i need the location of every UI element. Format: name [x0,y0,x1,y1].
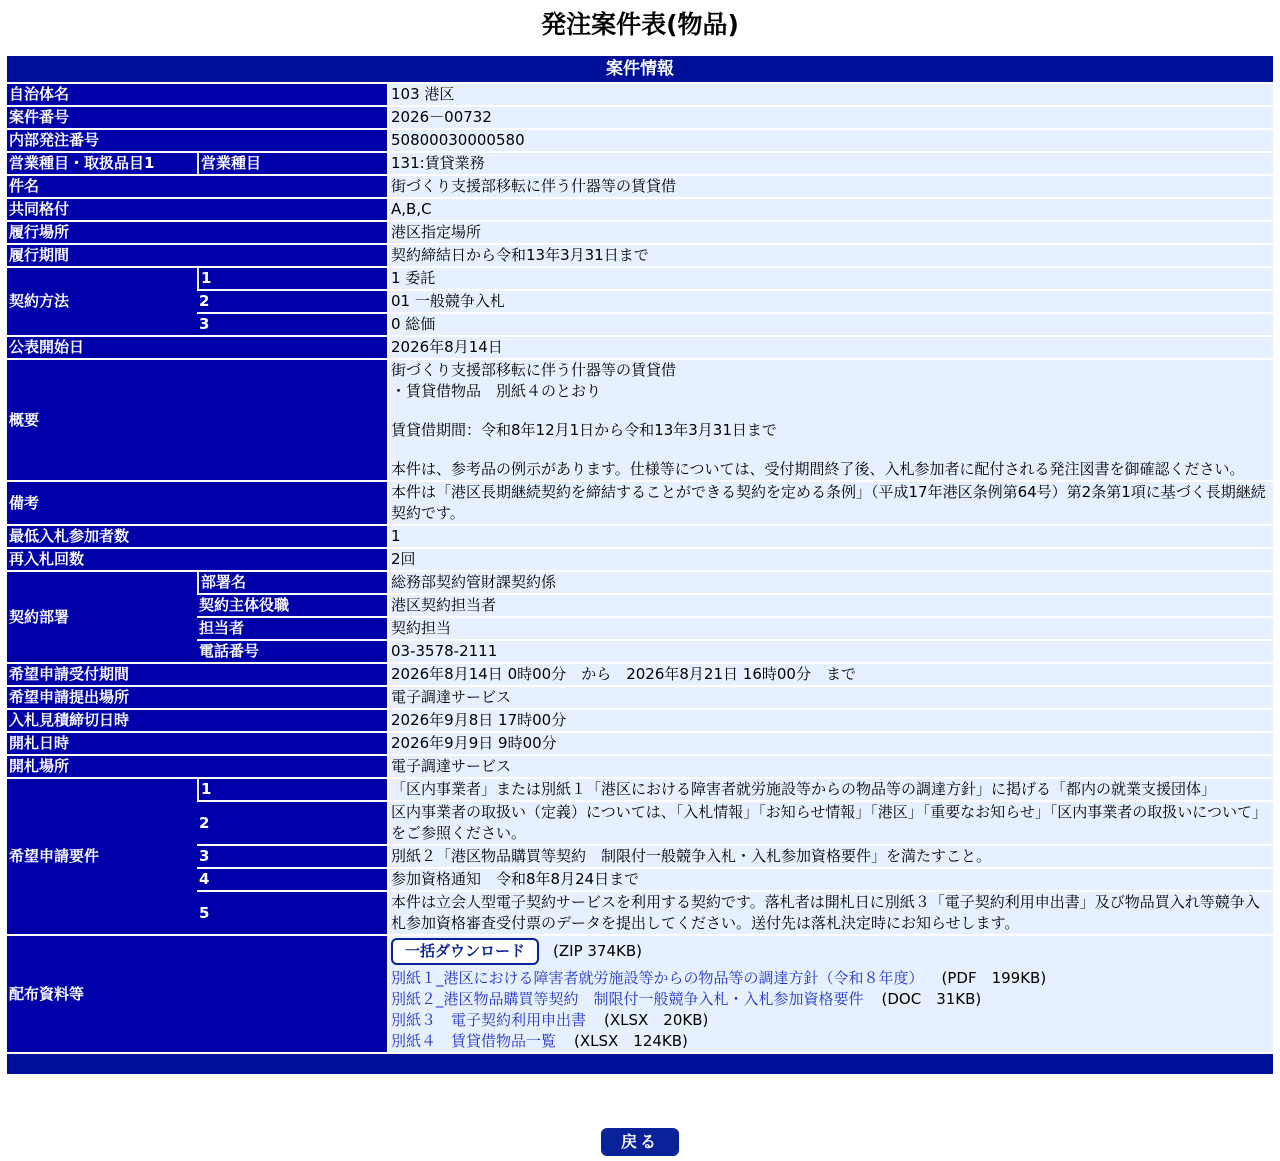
value-opening-datetime: 2026年9月9日 9時00分 [387,733,1273,754]
footer-bar [7,1054,1273,1074]
file-link[interactable]: 別紙１_港区における障害者就労施設等からの物品等の調達方針（令和８年度） [391,969,924,987]
requirement-value: 参加資格通知 令和8年8月24日まで [387,869,1273,890]
bulk-download-button[interactable]: 一括ダウンロード [391,938,539,965]
value-rebid: 2回 [387,549,1273,570]
overview-blank [391,402,1271,420]
label-remarks: 備考 [7,482,387,524]
value-case-number: 2026－00732 [387,107,1273,128]
row-rebid [7,549,1273,570]
row-opening-datetime [7,733,1273,754]
file-link[interactable]: 別紙４ 賃貸借物品一覧 [391,1032,557,1050]
label-internal-number: 内部発注番号 [7,130,387,151]
section-header: 案件情報 [7,56,1273,82]
file-meta: (XLSX 20KB) [604,1011,709,1029]
value-estimate-deadline: 2026年9月8日 17時00分 [387,710,1273,731]
label-joint: 共同格付 [7,199,387,220]
row-overview [7,360,1273,480]
row-materials [7,936,1273,1052]
file-meta: (DOC 31KB) [881,990,982,1008]
value-place: 港区指定場所 [387,222,1273,243]
overview-line: 本件は、参考品の例示があります。仕様等については、受付期間終了後、入札参加者に配付される発注図書を御確認ください。 [391,460,1245,478]
department-sublabel: 担当者 [197,618,387,639]
back-button-area [0,1128,1280,1156]
label-overview: 概要 [7,360,387,480]
label-case-number: 案件番号 [7,107,387,128]
row-department-3 [7,618,1273,639]
row-estimate-deadline [7,710,1273,731]
row-department-2 [7,595,1273,616]
row-requirement-4 [7,869,1273,890]
department-value: 港区契約担当者 [387,595,1273,616]
row-business [7,153,1273,174]
row-internal-number [7,130,1273,151]
row-municipality [7,84,1273,105]
case-info-table [7,54,1273,1076]
row-remarks [7,482,1273,524]
value-internal-number: 50800030000580 [387,130,1273,151]
label-min-bidders: 最低入札参加者数 [7,526,387,547]
requirement-no: 2 [197,802,387,844]
label-requirements: 希望申請要件 [7,779,197,934]
label-period: 履行期間 [7,245,387,266]
file-link[interactable]: 別紙２_港区物品購買等契約 制限付一般競争入札・入札参加資格要件 [391,990,864,1008]
requirement-value: 「区内事業者」または別紙１「港区における障害者就労施設等からの物品等の調達方針」に掲げる「都内の就業支援団体」 [387,779,1273,800]
requirement-value: 区内事業者の取扱い（定義）については、「入札情報」「お知らせ情報」「港区」「重要なお知らせ」「区内事業者の取扱いについて」をご参照ください。 [387,802,1273,844]
row-contract-method-1 [7,268,1273,289]
label-business: 営業種目・取扱品目1 [7,153,197,174]
label-application-place: 希望申請提出場所 [7,687,387,708]
overview-line: 街づくり支援部移転に伴う什器等の賃貸借 [391,361,677,379]
requirement-no: 1 [197,779,387,800]
contract-method-no: 1 [197,268,387,289]
label-publish-date: 公表開始日 [7,337,387,358]
row-application-period [7,664,1273,685]
label-opening-datetime: 開札日時 [7,733,387,754]
label-rebid: 再入札回数 [7,549,387,570]
label-place: 履行場所 [7,222,387,243]
file-item [391,1031,1271,1052]
department-value: 03-3578-2111 [387,641,1273,662]
contract-method-no: 3 [197,314,387,335]
row-min-bidders [7,526,1273,547]
value-min-bidders: 1 [387,526,1273,547]
value-materials [387,936,1273,1052]
row-department-1 [7,572,1273,593]
row-application-place [7,687,1273,708]
contract-method-value: 01 一般競争入札 [387,291,1273,312]
row-place [7,222,1273,243]
label-subject: 件名 [7,176,387,197]
row-requirement-2 [7,802,1273,844]
overview-blank [391,441,1271,459]
row-subject [7,176,1273,197]
row-period [7,245,1273,266]
requirement-no: 5 [197,892,387,934]
row-joint [7,199,1273,220]
row-opening-place [7,756,1273,777]
footer-bar-row [7,1054,1273,1074]
label-materials: 配布資料等 [7,936,387,1052]
value-application-period: 2026年8月14日 0時00分 から 2026年8月21日 16時00分 まで [387,664,1273,685]
overview-line: 賃貸借期間：令和8年12月1日から令和13年3月31日まで [391,421,777,439]
page-title: 発注案件表(物品) [541,10,739,39]
value-overview [387,360,1273,480]
value-application-place: 電子調達サービス [387,687,1273,708]
contract-method-value: 1 委託 [387,268,1273,289]
label-application-period: 希望申請受付期間 [7,664,387,685]
requirement-no: 4 [197,869,387,890]
contract-method-no: 2 [197,291,387,312]
bulk-download-meta: (ZIP 374KB) [553,942,642,960]
overview-line: ・賃貸借物品 別紙４のとおり [391,382,602,400]
value-business: 131:賃貸業務 [387,153,1273,174]
label-municipality: 自治体名 [7,84,387,105]
value-opening-place: 電子調達サービス [387,756,1273,777]
row-requirement-1 [7,779,1273,800]
department-sublabel: 部署名 [197,572,387,593]
row-requirement-5 [7,892,1273,934]
value-publish-date: 2026年8月14日 [387,337,1273,358]
row-department-4 [7,641,1273,662]
contract-method-value: 0 総価 [387,314,1273,335]
file-meta: (XLSX 124KB) [574,1032,688,1050]
label-department: 契約部署 [7,572,197,662]
row-contract-method-3 [7,314,1273,335]
file-item [391,968,1271,989]
value-period: 契約締結日から令和13年3月31日まで [387,245,1273,266]
department-sublabel: 電話番号 [197,641,387,662]
file-item [391,989,1271,1010]
department-value: 契約担当 [387,618,1273,639]
department-sublabel: 契約主体役職 [197,595,387,616]
requirement-value: 本件は立会人型電子契約サービスを利用する契約です。落札者は開札日に別紙３「電子契約利用申出書」及び物品買入れ等競争入札参加資格審査受付票のデータを提出してください。送付先は落札決定時にお知らせします。 [387,892,1273,934]
value-municipality: 103 港区 [387,84,1273,105]
section-header-row [7,56,1273,82]
back-button[interactable]: 戻る [601,1128,679,1156]
bulk-download-row [391,936,1271,968]
file-item [391,1010,1271,1031]
value-subject: 街づくり支援部移転に伴う什器等の賃貸借 [387,176,1273,197]
row-case-number [7,107,1273,128]
department-value: 総務部契約管財課契約係 [387,572,1273,593]
sublabel-business: 営業種目 [197,153,387,174]
value-remarks: 本件は「港区長期継続契約を締結することができる契約を定める条例」（平成17年港区条例第64号）第2条第1項に基づく長期継続契約です。 [387,482,1273,524]
row-requirement-3 [7,846,1273,867]
value-joint: A,B,C [387,199,1273,220]
label-estimate-deadline: 入札見積締切日時 [7,710,387,731]
file-link[interactable]: 別紙３ 電子契約利用申出書 [391,1011,587,1029]
requirement-value: 別紙２「港区物品購買等契約 制限付一般競争入札・入札参加資格要件」を満たすこと。 [387,846,1273,867]
label-opening-place: 開札場所 [7,756,387,777]
row-publish-date [7,337,1273,358]
row-contract-method-2 [7,291,1273,312]
requirement-no: 3 [197,846,387,867]
label-contract-method: 契約方法 [7,268,197,335]
file-meta: (PDF 199KB) [941,969,1047,987]
